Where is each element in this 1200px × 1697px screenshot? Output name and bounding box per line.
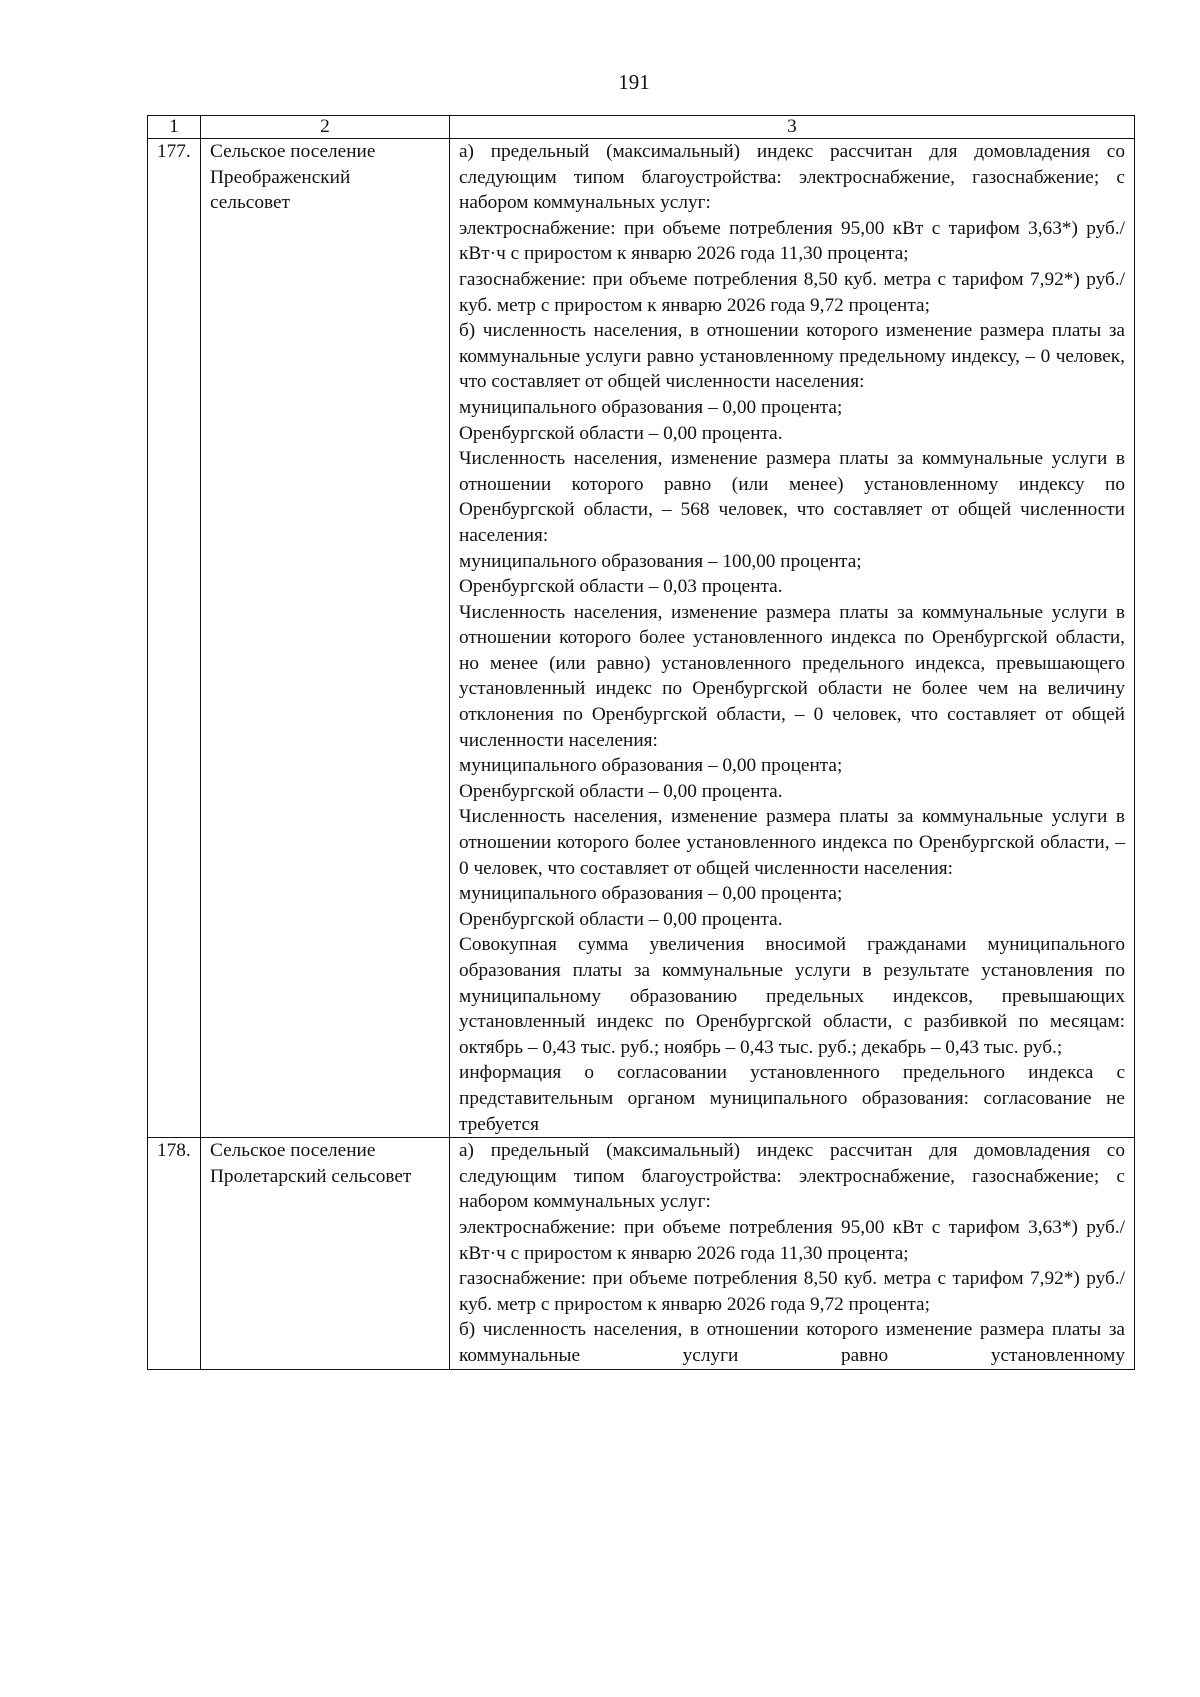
settlement-name	[201, 1138, 450, 1369]
paragraph: муниципального образования – 0,00 процента;	[459, 755, 843, 777]
column-header-3: 3	[450, 116, 1135, 139]
paragraph: б) численность населения, в отношении которого изменение размера платы за коммунальные услуги равно установленному	[459, 1319, 1125, 1366]
table-header-row	[148, 116, 1135, 139]
row-number: 178.	[148, 1138, 201, 1369]
table-row	[148, 139, 1135, 1138]
paragraph: Численность населения, изменение размера платы за коммунальные услуги в отношении которого более установленного индекса по Оренбургской области, – 0 человек, что составляет от общей численности населения:	[459, 806, 1125, 879]
paragraph: электроснабжение: при объеме потребления 95,00 кВт с тарифом 3,63*) руб./кВт·ч с приростом к январю 2026 года 11,30 процента;	[459, 1216, 1125, 1264]
table-row	[148, 1138, 1135, 1369]
paragraph: информация о согласовании установленного предельного индекса с представительным органом муниципального образования: согласование не требуется	[459, 1062, 1125, 1135]
paragraph: а) предельный (максимальный) индекс рассчитан для домовладения со следующим типом благоустройства: электроснабжение, газоснабжение; с набором коммунальных услуг:	[459, 141, 1125, 214]
paragraph: электроснабжение: при объеме потребления 95,00 кВт с тарифом 3,63*) руб./кВт·ч с приростом к январю 2026 года 11,30 процента;	[459, 217, 1125, 265]
paragraph: муниципального образования – 0,00 процента;	[459, 396, 843, 418]
paragraph: газоснабжение: при объеме потребления 8,50 куб. метра с тарифом 7,92*) руб./куб. метр с приростом к январю 2026 года 9,72 процента;	[459, 268, 1125, 316]
settlement-name-line: Преображенский	[210, 166, 351, 188]
paragraph: а) предельный (максимальный) индекс рассчитан для домовладения со следующим типом благоустройства: электроснабжение, газоснабжение; с набором коммунальных услуг:	[459, 1140, 1125, 1213]
paragraph: муниципального образования – 0,00 процента;	[459, 883, 843, 905]
index-details	[450, 1138, 1135, 1369]
paragraph: Оренбургской области – 0,00 процента.	[459, 908, 783, 930]
paragraph: муниципального образования – 100,00 процента;	[459, 550, 862, 572]
page-number: 191	[618, 70, 650, 94]
paragraph: Оренбургской области – 0,00 процента.	[459, 422, 783, 444]
settlement-name-line: Пролетарский сельсовет	[210, 1165, 412, 1187]
settlement-name-line: Сельское поселение	[210, 141, 376, 162]
paragraph: газоснабжение: при объеме потребления 8,50 куб. метра с тарифом 7,92*) руб./куб. метр с приростом к январю 2026 года 9,72 процента;	[459, 1268, 1125, 1315]
paragraph: Совокупная сумма увеличения вносимой гражданами муниципального образования платы за коммунальные услуги в результате установления по муниципальному образованию предельных индексов, превышающих установленный индекс по Оренбургской области, с разбивкой по месяцам: октябрь – 0,43 тыс. руб.; ноябрь – 0,43 тыс. руб.; декабрь – 0,43 тыс. руб.;	[459, 934, 1125, 1058]
column-header-1: 1	[148, 116, 201, 139]
paragraph: Численность населения, изменение размера платы за коммунальные услуги в отношении которого более установленного индекса по Оренбургской области, но менее (или равно) установленного предельного индекса, превышающего установленный индекс по Оренбургской области не более чем на величину отклонения по Оренбургской области, – 0 человек, что составляет от общей численности населения:	[459, 601, 1125, 751]
paragraph: Оренбургской области – 0,00 процента.	[459, 780, 783, 802]
settlement-name-line: Сельское поселение	[210, 1140, 376, 1162]
paragraph: б) численность населения, в отношении которого изменение размера платы за коммунальные услуги равно установленному предельному индексу, – 0 человек, что составляет от общей численности населения:	[459, 320, 1125, 393]
row-number: 177.	[148, 139, 201, 1138]
paragraph: Оренбургской области – 0,03 процента.	[459, 576, 783, 598]
paragraph: Численность населения, изменение размера платы за коммунальные услуги в отношении которого равно (или менее) установленному индексу по Оренбургской области, – 568 человек, что составляет от общей численности населения:	[459, 448, 1125, 546]
column-header-2: 2	[201, 116, 450, 139]
index-details	[450, 139, 1135, 1138]
settlement-name-line: сельсовет	[210, 192, 290, 214]
data-table	[147, 115, 1135, 1370]
settlement-name	[201, 139, 450, 1138]
